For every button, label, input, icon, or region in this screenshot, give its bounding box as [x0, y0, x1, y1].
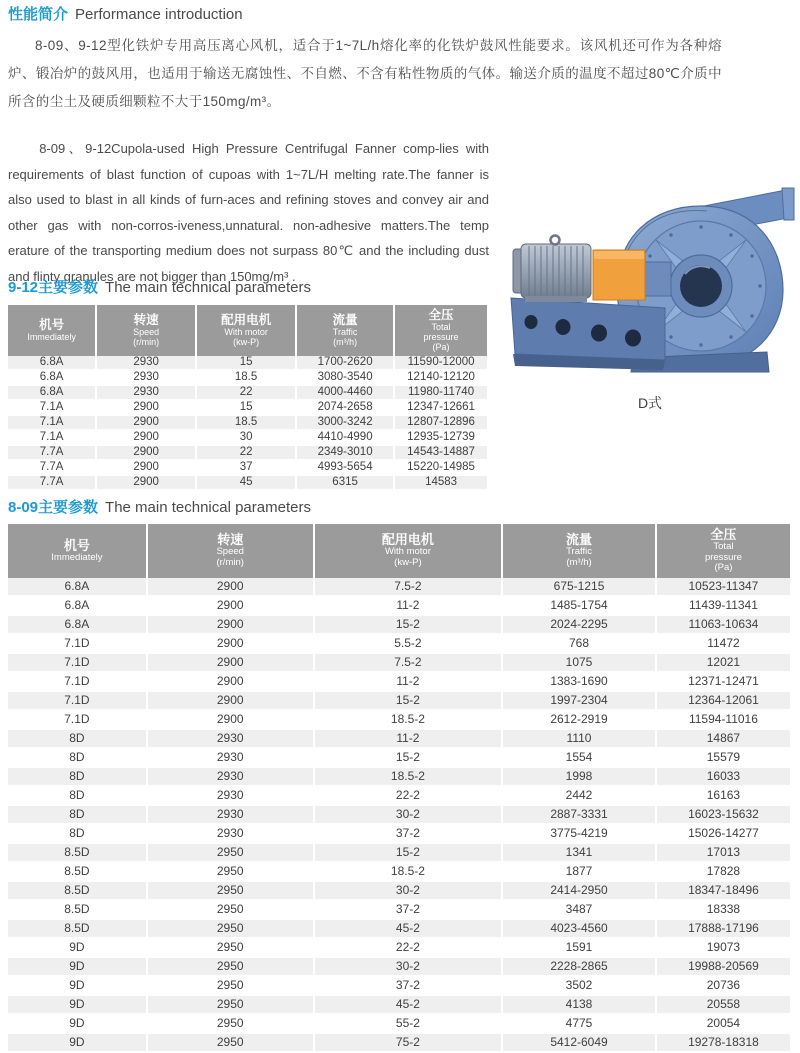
section-title-8-09-en: The main technical parameters — [105, 499, 311, 516]
table-cell: 11-2 — [313, 597, 502, 616]
table-row — [8, 958, 790, 977]
table-cell: 7.1D — [8, 673, 146, 692]
table-row — [8, 787, 790, 806]
table-cell: 1075 — [501, 654, 655, 673]
table-cell: 2900 — [95, 446, 195, 461]
table-row — [8, 920, 790, 939]
table-header-row — [8, 524, 790, 578]
table-cell: 1341 — [501, 844, 655, 863]
table-cell: 2414-2950 — [501, 882, 655, 901]
table-row — [8, 446, 487, 461]
table-cell: 3775-4219 — [501, 825, 655, 844]
table-cell: 2900 — [95, 416, 195, 431]
table-cell: 7.7A — [8, 446, 95, 461]
table-row — [8, 416, 487, 431]
column-header-motor: 配用电机 With motor (kw-P) — [195, 305, 295, 356]
column-header-pressure: 全压 Total pressure (Pa) — [655, 524, 790, 578]
table-cell: 8.5D — [8, 882, 146, 901]
table-cell: 15026-14277 — [655, 825, 790, 844]
table-cell: 45 — [195, 476, 295, 491]
table-cell: 18.5-2 — [313, 863, 502, 882]
section-title-8-09-zh: 8-09主要参数 — [8, 499, 99, 516]
table-cell: 1383-1690 — [501, 673, 655, 692]
table-cell: 2950 — [146, 844, 313, 863]
table-cell: 12347-12661 — [393, 401, 487, 416]
table-cell: 6.8A — [8, 386, 95, 401]
table-row — [8, 882, 790, 901]
table-cell: 2930 — [146, 768, 313, 787]
table-cell: 6.8A — [8, 578, 146, 597]
table-cell: 14867 — [655, 730, 790, 749]
table-cell: 6.8A — [8, 597, 146, 616]
table-cell: 17888-17196 — [655, 920, 790, 939]
table-cell: 9D — [8, 996, 146, 1015]
table-cell: 1485-1754 — [501, 597, 655, 616]
table-row — [8, 825, 790, 844]
table-cell: 1877 — [501, 863, 655, 882]
table-cell: 22-2 — [313, 939, 502, 958]
table-cell: 30 — [195, 431, 295, 446]
table-cell: 7.5-2 — [313, 578, 502, 597]
table-cell: 5412-6049 — [501, 1034, 655, 1053]
table-cell: 2900 — [146, 673, 313, 692]
table-cell: 2442 — [501, 787, 655, 806]
table-8-09-parameters — [8, 524, 790, 1053]
fan-product-figure — [505, 186, 795, 413]
table-cell: 2900 — [146, 711, 313, 730]
table-cell: 12021 — [655, 654, 790, 673]
table-row — [8, 768, 790, 787]
table-cell: 1700-2620 — [295, 356, 393, 371]
table-cell: 11980-11740 — [393, 386, 487, 401]
table-cell: 15-2 — [313, 616, 502, 635]
table-cell: 4000-4460 — [295, 386, 393, 401]
table-cell: 14543-14887 — [393, 446, 487, 461]
table-cell: 45-2 — [313, 996, 502, 1015]
table-cell: 12364-12061 — [655, 692, 790, 711]
table-row — [8, 730, 790, 749]
table-cell: 18.5 — [195, 416, 295, 431]
table-row — [8, 578, 790, 597]
table-cell: 2950 — [146, 1015, 313, 1034]
column-header-traffic: 流量 Traffic (m³/h) — [295, 305, 393, 356]
table-cell: 7.1A — [8, 416, 95, 431]
table-cell: 16023-15632 — [655, 806, 790, 825]
table-cell: 7.7A — [8, 476, 95, 491]
table-row — [8, 711, 790, 730]
table-cell: 9D — [8, 939, 146, 958]
table-cell: 15-2 — [313, 749, 502, 768]
table-row — [8, 749, 790, 768]
table-cell: 6.8A — [8, 616, 146, 635]
table-cell: 18.5-2 — [313, 768, 502, 787]
table-cell: 18.5 — [195, 371, 295, 386]
table-cell: 7.1A — [8, 431, 95, 446]
table-cell: 9D — [8, 958, 146, 977]
table-cell: 2900 — [95, 431, 195, 446]
table-row — [8, 461, 487, 476]
table-cell: 18338 — [655, 901, 790, 920]
table-row — [8, 635, 790, 654]
section-title-8-09 — [8, 498, 311, 518]
table-cell: 7.5-2 — [313, 654, 502, 673]
table-cell: 2930 — [95, 386, 195, 401]
table-cell: 2074-2658 — [295, 401, 393, 416]
table-cell: 4775 — [501, 1015, 655, 1034]
intro-paragraph-zh: 8-09、9-12型化铁炉专用高压离心风机，适合于1~7L/h熔化率的化铁炉鼓风性能要求。该风机还可作为各种熔炉、锻冶炉的鼓风用，也适用于输送无腐蚀性、不自燃、不含有粘性物质的气体。输送介质的温度不超过80℃介质中所含的尘土及硬质细颗粒不大于150mg/m³。 — [8, 38, 722, 109]
table-row — [8, 371, 487, 386]
table-cell: 19278-18318 — [655, 1034, 790, 1053]
table-cell: 6.8A — [8, 356, 95, 371]
table-cell: 11472 — [655, 635, 790, 654]
table-cell: 11-2 — [313, 673, 502, 692]
table-row — [8, 476, 487, 491]
table-cell: 2950 — [146, 958, 313, 977]
column-header-model: 机号 Immediately — [8, 305, 95, 356]
table-cell: 1998 — [501, 768, 655, 787]
table-row — [8, 654, 790, 673]
table-cell: 9D — [8, 977, 146, 996]
column-header-pressure: 全压 Total pressure (Pa) — [393, 305, 487, 356]
table-cell: 2228-2865 — [501, 958, 655, 977]
column-header-model: 机号 Immediately — [8, 524, 146, 578]
page-title-en: Performance introduction — [75, 6, 243, 23]
table-cell: 7.1A — [8, 401, 95, 416]
table-cell: 7.1D — [8, 654, 146, 673]
table-cell: 8D — [8, 749, 146, 768]
table-cell: 6.8A — [8, 371, 95, 386]
table-cell: 17828 — [655, 863, 790, 882]
table-cell: 675-1215 — [501, 578, 655, 597]
column-header-speed: 转速 Speed (r/min) — [146, 524, 313, 578]
column-header-speed: 转速 Speed (r/min) — [95, 305, 195, 356]
table-cell: 2900 — [95, 476, 195, 491]
table-cell: 8.5D — [8, 920, 146, 939]
table-cell: 8.5D — [8, 844, 146, 863]
intro-paragraph-en: 8-09、9-12Cupola-used High Pressure Centrifugal Fanner comp-lies with requirements of blast function of cupoas with 1~7L/H melting rate.The fanner is also used to blast in all kinds of furn-aces and refining stoves and convey air and other gas with non-corros-iveness,unnatural. non-adhesive matters.The temp erature of the transporting medium does not surpass 80℃ and the including dust and flinty granules are not bigger than 150mg/m³ . — [8, 141, 489, 284]
table-row — [8, 431, 487, 446]
table-cell: 4138 — [501, 996, 655, 1015]
table-cell: 8D — [8, 806, 146, 825]
table-row — [8, 692, 790, 711]
table-cell: 15-2 — [313, 692, 502, 711]
section-title-9-12-zh: 9-12主要参数 — [8, 279, 99, 296]
page-title-zh: 性能简介 — [8, 6, 69, 23]
table-cell: 2950 — [146, 920, 313, 939]
table-cell: 3502 — [501, 977, 655, 996]
table-cell: 768 — [501, 635, 655, 654]
table-cell: 2930 — [146, 825, 313, 844]
table-cell: 20736 — [655, 977, 790, 996]
table-cell: 19073 — [655, 939, 790, 958]
table-cell: 2950 — [146, 882, 313, 901]
table-cell: 3000-3242 — [295, 416, 393, 431]
table-cell: 11063-10634 — [655, 616, 790, 635]
table-cell: 8D — [8, 825, 146, 844]
table-cell: 22 — [195, 386, 295, 401]
table-cell: 22-2 — [313, 787, 502, 806]
table-cell: 11590-12000 — [393, 356, 487, 371]
table-cell: 1110 — [501, 730, 655, 749]
table-cell: 11594-11016 — [655, 711, 790, 730]
table-cell: 15-2 — [313, 844, 502, 863]
table-cell: 30-2 — [313, 882, 502, 901]
table-row — [8, 863, 790, 882]
table-row — [8, 1015, 790, 1034]
table-cell: 2900 — [146, 654, 313, 673]
table-cell: 12935-12739 — [393, 431, 487, 446]
table-cell: 18347-18496 — [655, 882, 790, 901]
table-cell: 4993-5654 — [295, 461, 393, 476]
table-cell: 2930 — [95, 371, 195, 386]
table-cell: 8D — [8, 787, 146, 806]
table-cell: 17013 — [655, 844, 790, 863]
table-cell: 12371-12471 — [655, 673, 790, 692]
table-row — [8, 901, 790, 920]
table-cell: 2887-3331 — [501, 806, 655, 825]
table-cell: 2900 — [146, 635, 313, 654]
table-row — [8, 386, 487, 401]
table-cell: 15 — [195, 356, 295, 371]
table-row — [8, 616, 790, 635]
table-row — [8, 996, 790, 1015]
table-cell: 20054 — [655, 1015, 790, 1034]
table-cell: 55-2 — [313, 1015, 502, 1034]
table-9-12-parameters — [8, 305, 487, 491]
table-cell: 37-2 — [313, 901, 502, 920]
table-row — [8, 844, 790, 863]
table-cell: 2930 — [146, 787, 313, 806]
table-row — [8, 939, 790, 958]
table-cell: 3080-3540 — [295, 371, 393, 386]
table-header-row — [8, 305, 487, 356]
table-cell: 8D — [8, 730, 146, 749]
table-row — [8, 1034, 790, 1053]
column-header-motor: 配用电机 With motor (kw-P) — [313, 524, 502, 578]
table-cell: 4410-4990 — [295, 431, 393, 446]
table-cell: 7.1D — [8, 711, 146, 730]
table-cell: 2950 — [146, 939, 313, 958]
table-cell: 4023-4560 — [501, 920, 655, 939]
table-cell: 2930 — [146, 749, 313, 768]
table-row — [8, 806, 790, 825]
table-cell: 2349-3010 — [295, 446, 393, 461]
column-header-traffic: 流量 Traffic (m³/h) — [501, 524, 655, 578]
table-cell: 8.5D — [8, 863, 146, 882]
table-cell: 1997-2304 — [501, 692, 655, 711]
table-cell: 75-2 — [313, 1034, 502, 1053]
table-cell: 11-2 — [313, 730, 502, 749]
table-cell: 15220-14985 — [393, 461, 487, 476]
table-cell: 9D — [8, 1015, 146, 1034]
table-cell: 20558 — [655, 996, 790, 1015]
table-cell: 2950 — [146, 1034, 313, 1053]
table-row — [8, 356, 487, 371]
table-cell: 2930 — [95, 356, 195, 371]
table-cell: 37-2 — [313, 977, 502, 996]
table-cell: 7.7A — [8, 461, 95, 476]
table-cell: 2900 — [146, 692, 313, 711]
centrifugal-fan-image — [505, 186, 795, 376]
table-cell: 2950 — [146, 863, 313, 882]
table-cell: 8D — [8, 768, 146, 787]
table-cell: 2900 — [95, 401, 195, 416]
table-cell: 2900 — [95, 461, 195, 476]
fan-caption: D式 — [637, 395, 663, 411]
table-cell: 45-2 — [313, 920, 502, 939]
table-cell: 16163 — [655, 787, 790, 806]
table-cell: 3487 — [501, 901, 655, 920]
table-cell: 2024-2295 — [501, 616, 655, 635]
table-cell: 22 — [195, 446, 295, 461]
table-cell: 6315 — [295, 476, 393, 491]
section-title-9-12-en: The main technical parameters — [105, 279, 311, 296]
page-title — [8, 5, 243, 25]
table-cell: 12140-12120 — [393, 371, 487, 386]
table-cell: 37-2 — [313, 825, 502, 844]
table-cell: 2950 — [146, 977, 313, 996]
table-cell: 2900 — [146, 616, 313, 635]
table-cell: 10523-11347 — [655, 578, 790, 597]
table-cell: 30-2 — [313, 806, 502, 825]
table-cell: 14583 — [393, 476, 487, 491]
table-cell: 1591 — [501, 939, 655, 958]
table-cell: 7.1D — [8, 635, 146, 654]
table-cell: 30-2 — [313, 958, 502, 977]
table-cell: 18.5-2 — [313, 711, 502, 730]
table-cell: 2900 — [146, 597, 313, 616]
table-cell: 2900 — [146, 578, 313, 597]
table-cell: 2950 — [146, 901, 313, 920]
table-row — [8, 401, 487, 416]
table-cell: 15 — [195, 401, 295, 416]
table-cell: 1554 — [501, 749, 655, 768]
table-cell: 37 — [195, 461, 295, 476]
table-cell: 2930 — [146, 806, 313, 825]
table-cell: 11439-11341 — [655, 597, 790, 616]
table-cell: 2930 — [146, 730, 313, 749]
table-cell: 15579 — [655, 749, 790, 768]
table-cell: 9D — [8, 1034, 146, 1053]
table-cell: 16033 — [655, 768, 790, 787]
table-row — [8, 673, 790, 692]
table-cell: 19988-20569 — [655, 958, 790, 977]
table-cell: 2950 — [146, 996, 313, 1015]
table-cell: 12807-12896 — [393, 416, 487, 431]
table-cell: 8.5D — [8, 901, 146, 920]
table-cell: 5.5-2 — [313, 635, 502, 654]
table-cell: 2612-2919 — [501, 711, 655, 730]
table-cell: 7.1D — [8, 692, 146, 711]
table-row — [8, 977, 790, 996]
table-row — [8, 597, 790, 616]
section-title-9-12 — [8, 278, 311, 298]
